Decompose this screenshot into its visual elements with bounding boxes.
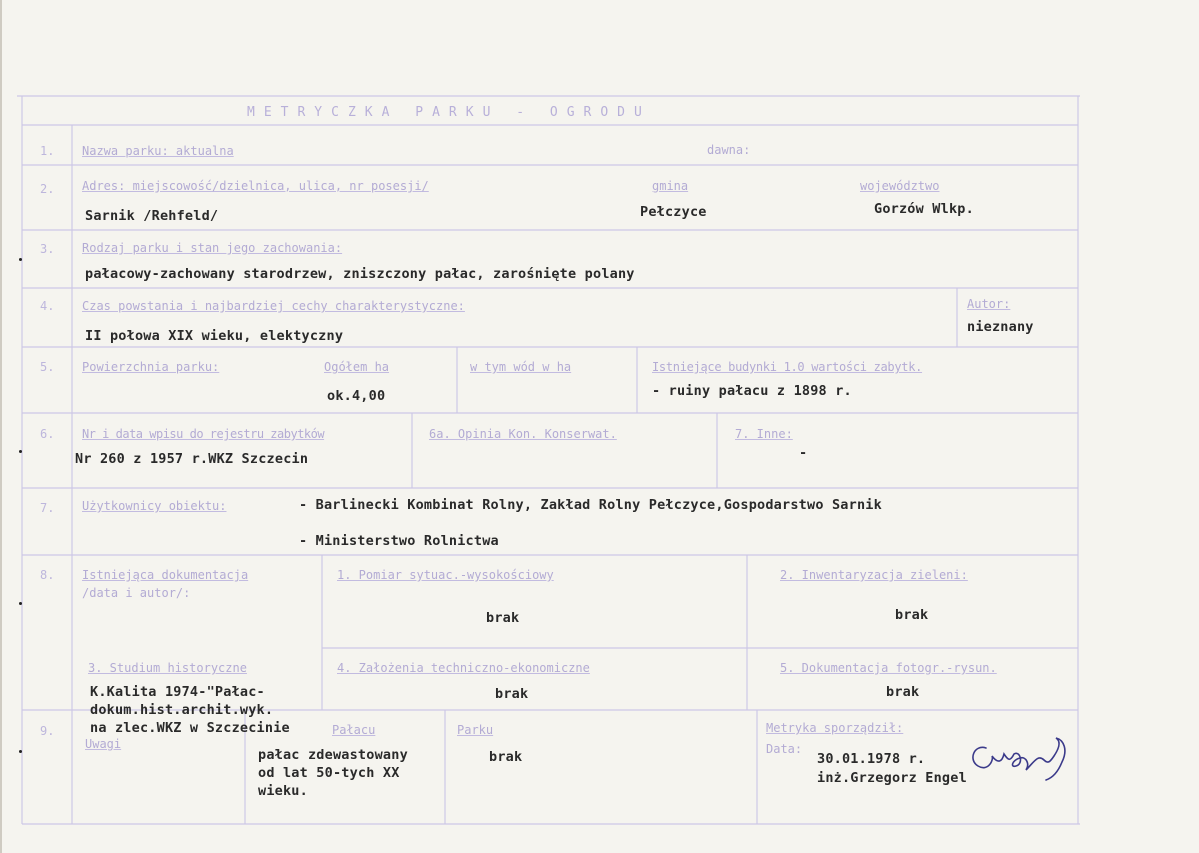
palace-state-line-3: wieku.	[258, 783, 308, 799]
area-value: ok.4,00	[327, 388, 386, 404]
area-label: Powierzchnia parku:	[82, 360, 220, 374]
palace-state-line-1: pałac zdewastowany	[258, 747, 408, 763]
row-number: 5.	[40, 360, 55, 374]
users-value-2: - Ministerstwo Rolnictwa	[299, 533, 499, 549]
park-type-value: pałacowy-zachowany starodrzew, zniszczony pałac, zarośnięte polany	[85, 266, 635, 282]
punch-mark	[19, 602, 22, 605]
greenery-inventory-value: brak	[895, 607, 929, 623]
row-number: 6.	[40, 427, 55, 441]
voivodeship-value: Gorzów Wlkp.	[874, 201, 974, 217]
voivodeship-label: województwo	[860, 179, 940, 193]
park-state-label: Parku	[457, 723, 494, 737]
documentation-sublabel: /data i autor/:	[82, 586, 191, 600]
punch-mark	[19, 750, 22, 753]
other-label: 7. Inne:	[735, 427, 793, 441]
address-label: Adres: miejscowość/dzielnica, ulica, nr posesji/	[82, 179, 429, 193]
park-state-value: brak	[489, 749, 523, 765]
park-type-label: Rodzaj parku i stan jego zachowania:	[82, 241, 343, 255]
row-number: 1.	[40, 144, 55, 158]
remarks-label: Uwagi	[85, 737, 122, 751]
historical-study-line-3: na zlec.WKZ w Szczecinie	[90, 720, 290, 736]
author-value: nieznany	[967, 319, 1034, 335]
row-number: 4.	[40, 299, 55, 313]
documentation-label: Istniejąca dokumentacja	[82, 568, 249, 582]
gmina-label: gmina	[652, 179, 689, 193]
register-value: Nr 260 z 1957 r.WKZ Szczecin	[75, 451, 309, 467]
punch-mark	[19, 258, 22, 261]
row-number: 8.	[40, 568, 55, 582]
users-value-1: - Barlinecki Kombinat Rolny, Zakład Rolny Pełczyce,Gospodarstwo Sarnik	[299, 497, 882, 513]
prepared-by-label: Metryka sporządził:	[766, 721, 904, 735]
other-value: -	[799, 445, 808, 461]
area-unit-label: Ogółem ha	[324, 360, 390, 374]
historical-study-line-1: K.Kalita 1974-"Pałac-	[90, 684, 265, 700]
photo-documentation-label: 5. Dokumentacja fotogr.-rysun.	[780, 661, 997, 675]
address-value: Sarnik /Rehfeld/	[85, 208, 219, 224]
users-label: Użytkownicy obiektu:	[82, 499, 227, 513]
technical-assumptions-label: 4. Założenia techniczno-ekonomiczne	[337, 661, 590, 675]
form-title: METRYCZKA PARKU - OGRODU	[247, 105, 651, 120]
author-name: inż.Grzegorz Engel	[817, 770, 967, 786]
row-number: 9.	[40, 724, 55, 738]
water-area-label: w tym wód w ha	[470, 360, 572, 374]
date-value: 30.01.1978 r.	[817, 751, 926, 767]
period-label: Czas powstania i najbardziej cechy charakterystyczne:	[82, 299, 465, 313]
period-value: II połowa XIX wieku, elektyczny	[85, 328, 344, 344]
row-number: 7.	[40, 501, 55, 515]
historical-study-label: 3. Studium historyczne	[88, 661, 247, 675]
conservator-opinion-label: 6a. Opinia Kon. Konserwat.	[429, 427, 617, 441]
palace-state-label: Pałacu	[332, 723, 376, 737]
gmina-value: Pełczyce	[640, 204, 707, 220]
buildings-value: - ruiny pałacu z 1898 r.	[652, 383, 852, 399]
survey-plan-value: brak	[486, 610, 520, 626]
punch-mark	[19, 450, 22, 453]
survey-plan-label: 1. Pomiar sytuac.-wysokościowy	[337, 568, 554, 582]
register-label: Nr i data wpisu do rejestru zabytków	[82, 427, 325, 441]
signature	[964, 720, 1079, 790]
park-name-label: Nazwa parku: aktualna	[82, 144, 234, 158]
former-name-label: dawna:	[707, 143, 751, 157]
row-number: 3.	[40, 242, 55, 256]
technical-assumptions-value: brak	[495, 686, 529, 702]
photo-documentation-value: brak	[886, 684, 920, 700]
date-label: Data:	[766, 742, 803, 756]
row-number: 2.	[40, 182, 55, 196]
greenery-inventory-label: 2. Inwentaryzacja zieleni:	[780, 568, 968, 582]
buildings-label: Istniejące budynki 1.0 wartości zabytk.	[652, 360, 923, 374]
historical-study-line-2: dokum.hist.archit.wyk.	[90, 702, 274, 718]
palace-state-line-2: od lat 50-tych XX	[258, 765, 400, 781]
author-label: Autor:	[967, 297, 1011, 311]
